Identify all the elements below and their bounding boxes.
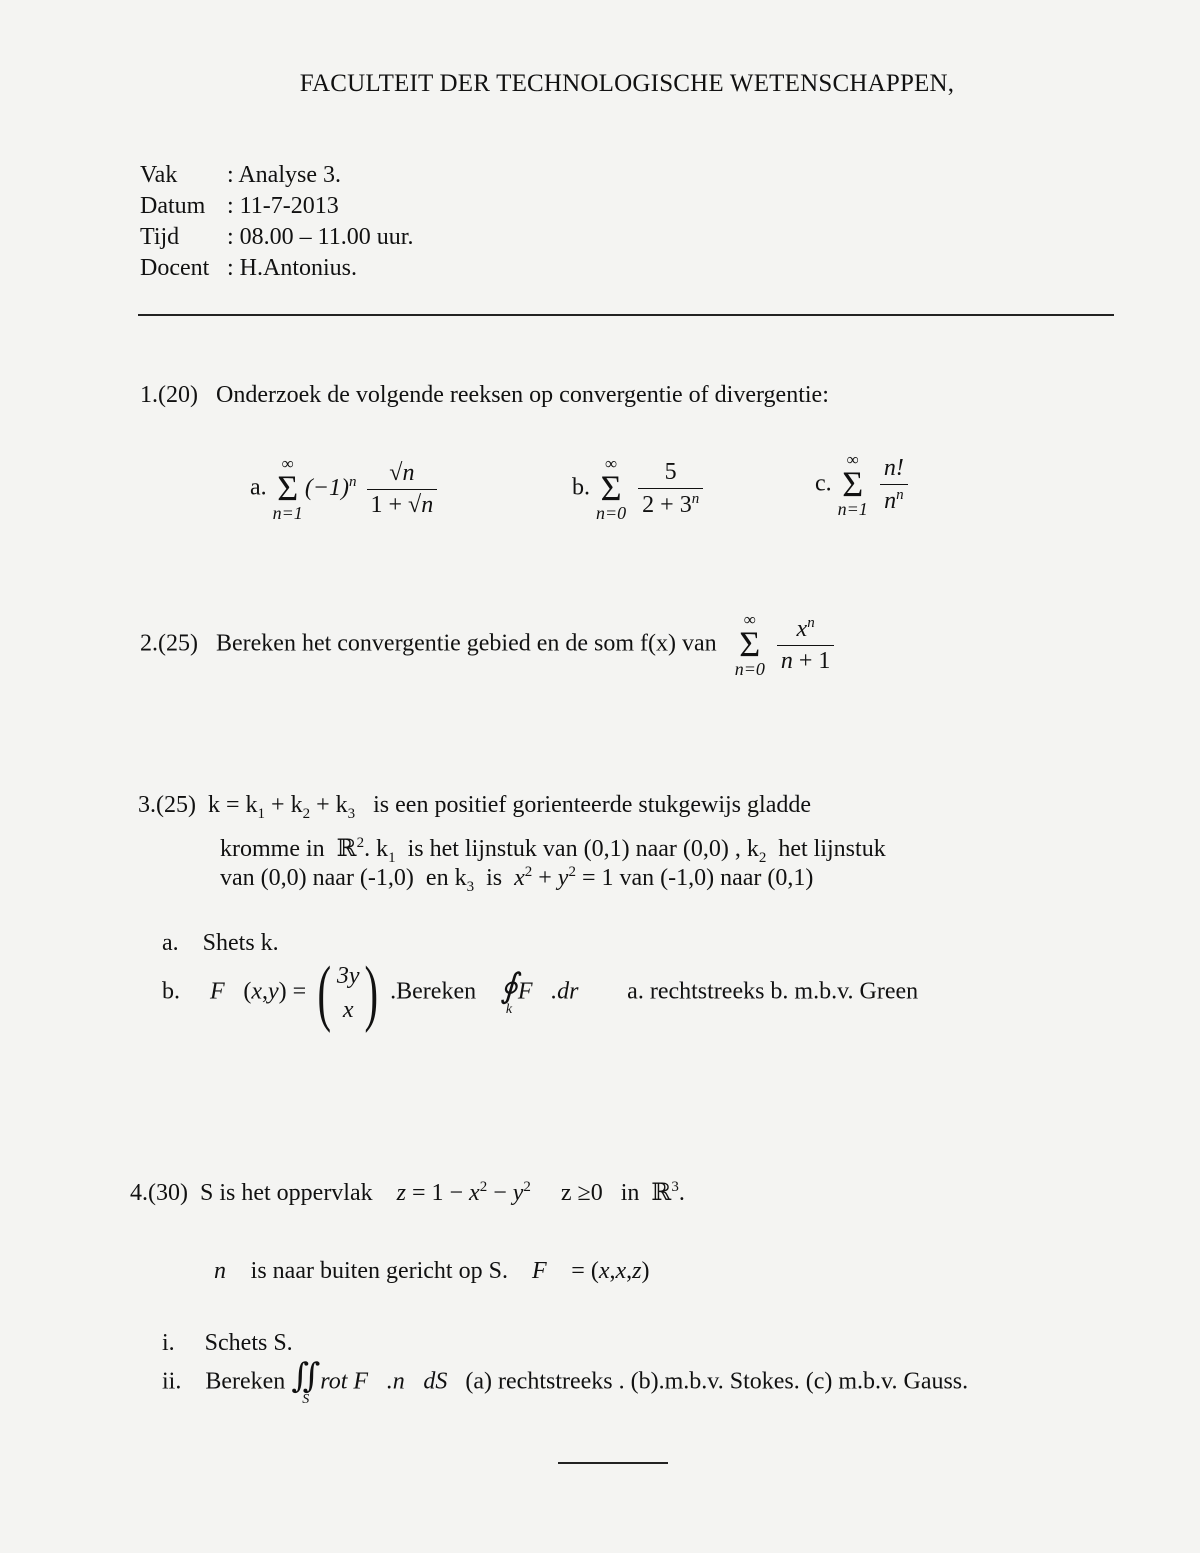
q3-heading: 3.(25) $k = k_1 + k_2 + k_3$ is een positief gorienteerde stukgewijs gladde <box>138 792 811 822</box>
vak-row <box>140 160 413 191</box>
q1b-label: b. <box>572 474 590 501</box>
exam-header <box>140 160 413 284</box>
q4ii: ii. Bereken ∬ S rot F⃗.n⃗dS (a) rechtstreeks . (b).m.b.v. Stokes. (c) m.b.v. Gauss. <box>162 1358 969 1407</box>
q3b: b. F⃗(x,y) = ( 3y x ) .Bereken ∮ k F⃗.dr⃗ a. rechtstreeks b. m.b.v. Green <box>162 952 919 1034</box>
q3b-vector: ( 3y x ) <box>317 952 379 1034</box>
q4ii-tail: (a) rechtstreeks . (b).m.b.v. Stokes. (c) m.b.v. Gauss. <box>465 1368 969 1395</box>
q4i-label: i. <box>162 1330 175 1356</box>
q4-number: 4.(30) <box>130 1180 188 1206</box>
datum-row <box>140 191 413 222</box>
q3a-label: a. <box>162 930 179 956</box>
q4ii-surface-integral: ∬ S <box>291 1358 321 1407</box>
header-divider <box>138 314 1114 316</box>
q1b-sum: ∞ Σ n=0 <box>596 454 627 523</box>
q4i-text: Schets S. <box>204 1330 293 1356</box>
q1-heading <box>140 382 829 409</box>
docent-value: : H.Antonius. <box>227 255 358 281</box>
q4ii-label: ii. <box>162 1368 182 1395</box>
q3b-label: b. <box>162 978 180 1005</box>
q4-line2-row: n⃗ is naar buiten gericht op S. F⃗ = (x,x,z) <box>214 1258 650 1284</box>
q4ii-text: Bereken <box>205 1368 286 1395</box>
q3b-tail: a. rechtstreeks b. m.b.v. Green <box>627 978 919 1005</box>
q1b-fraction: $\frac{5}{2 + 3^n}$ <box>638 459 703 519</box>
q2-number: 2.(25) <box>140 630 198 657</box>
datum-label: Datum <box>140 193 206 219</box>
tijd-row <box>140 222 413 253</box>
vak-label: Vak <box>140 162 178 188</box>
q3-line1: is een positief gorienteerde stukgewijs gladde <box>373 792 811 818</box>
docent-row <box>140 253 413 284</box>
q1a-series: a. ∞ Σ n=1 $(-1)^n$ $\frac{√n}{1 + √n}$ <box>250 456 441 522</box>
q2-text: Bereken het convergentie gebied en de som f(x) van <box>215 630 717 657</box>
q3b-line-integral: ∮ k <box>500 968 518 1017</box>
end-mark <box>558 1462 668 1464</box>
q1-text: Onderzoek de volgende reeksen op convergentie of divergentie: <box>215 382 829 408</box>
q1a-label: a. <box>250 474 267 501</box>
q2-heading <box>140 612 838 678</box>
faculty-title: FACULTEIT DER TECHNOLOGISCHE WETENSCHAPPEN, <box>299 70 955 97</box>
tijd-value: : 08.00 – 11.00 uur. <box>227 224 414 250</box>
q1-number: 1.(20) <box>140 382 198 408</box>
q4-line1: S is het oppervlak <box>199 1180 373 1206</box>
q1c-fraction: $\frac{n!}{n^n}$ <box>880 455 908 515</box>
vak-value: : Analyse 3. <box>227 162 341 188</box>
q3-line2: kromme in ℝ$^2$. $k_1$ is het lijnstuk van (0,1) naar (0,0) , $k_2$ het lijnstuk <box>220 835 886 866</box>
q3-number: 3.(25) <box>138 792 196 818</box>
q1c-label: c. <box>815 470 832 497</box>
q3-line3: van (0,0) naar (-1,0) en $k_3$ is $x^2 + y^2 = 1$ van (-1,0) naar (0,1) <box>220 864 814 895</box>
q1a-sum: ∞ Σ n=1 <box>272 454 303 523</box>
q3a <box>162 930 279 957</box>
q1c-series <box>815 452 912 518</box>
q3b-bereken: .Bereken <box>390 978 477 1005</box>
q1b-series <box>572 456 707 522</box>
q3a-text: Shets k. <box>202 930 279 956</box>
q4-heading: 4.(30) S is het oppervlak $z = 1 - x^2 - y^2$ z ≥0 in ℝ$^3$. <box>130 1179 685 1206</box>
tijd-label: Tijd <box>140 224 180 250</box>
q4i <box>162 1330 293 1357</box>
q4-line2: is naar buiten gericht op S. <box>250 1258 508 1284</box>
q2-sum: ∞ Σ n=0 <box>734 610 765 679</box>
datum-value: : 11-7-2013 <box>227 193 339 219</box>
docent-label: Docent <box>140 255 210 281</box>
q1a-fraction: $\frac{√n}{1 + √n}$ <box>367 460 438 519</box>
q1c-sum: ∞ Σ n=1 <box>837 450 868 519</box>
q2-fraction: $\frac{x^n}{n + 1}$ <box>777 615 835 675</box>
